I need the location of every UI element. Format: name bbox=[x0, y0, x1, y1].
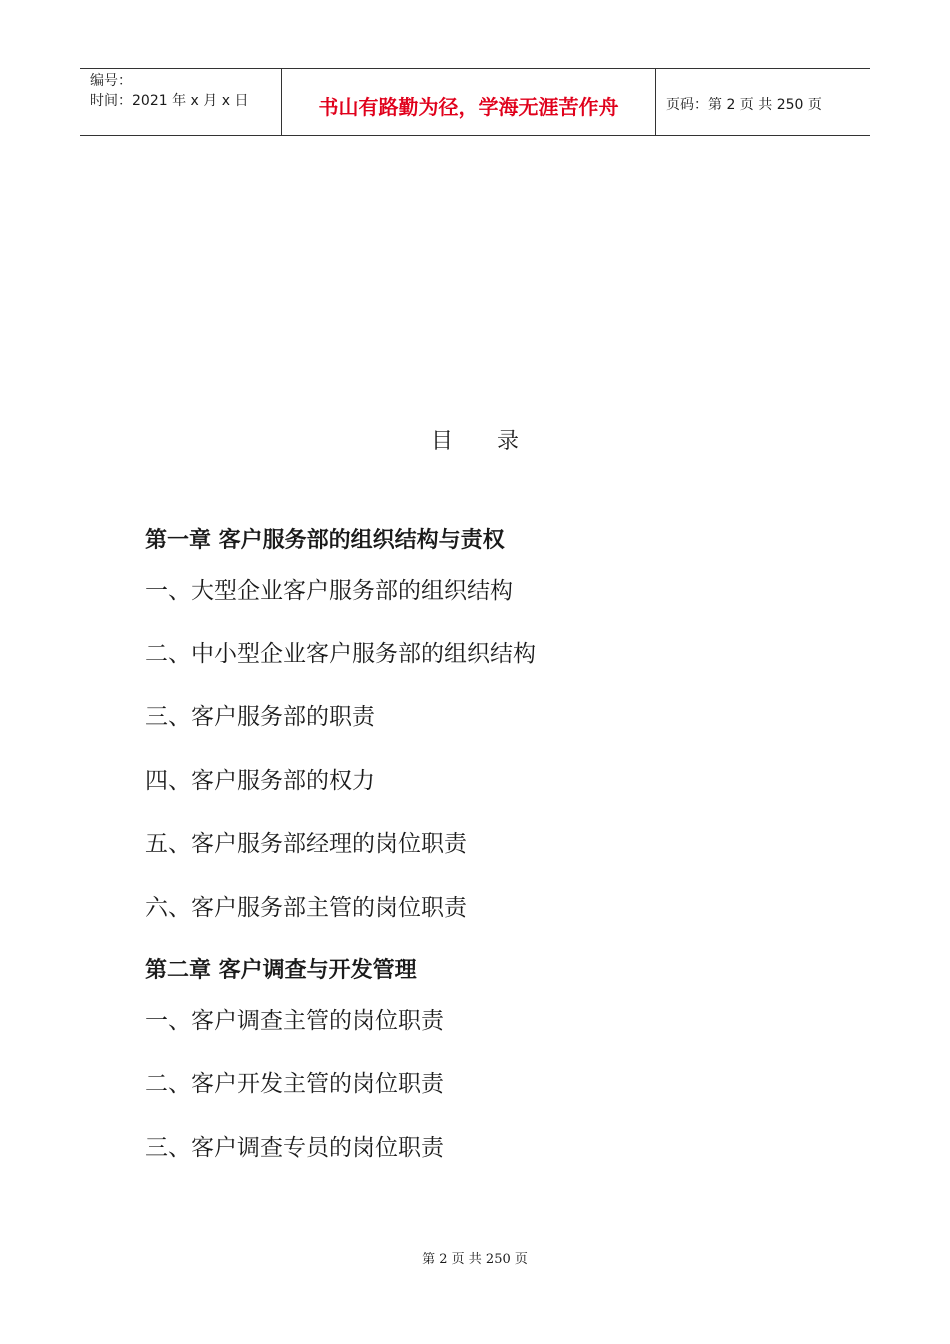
toc-item: 三、客户调查专员的岗位职责 bbox=[145, 1135, 444, 1161]
header-motto-cell bbox=[282, 69, 656, 135]
document-header bbox=[80, 68, 870, 136]
toc-item: 二、客户开发主管的岗位职责 bbox=[145, 1071, 444, 1097]
toc-title-right: 录 bbox=[497, 429, 520, 454]
page-footer: 第 2 页 共 250 页 bbox=[422, 1252, 528, 1267]
toc-item: 二、中小型企业客户服务部的组织结构 bbox=[145, 641, 536, 667]
toc-item: 三、客户服务部的职责 bbox=[145, 704, 375, 730]
toc-item: 一、大型企业客户服务部的组织结构 bbox=[145, 578, 513, 604]
header-motto: 书山有路勤为径，学海无涯苦作舟 bbox=[318, 95, 619, 119]
header-page-code: 页码：第 2 页 共 250 页 bbox=[666, 97, 822, 113]
toc-item: 四、客户服务部的权力 bbox=[145, 768, 375, 794]
toc-item: 一、客户调查主管的岗位职责 bbox=[145, 1008, 444, 1034]
document-date-label: 时间：2021 年 x 月 x 日 bbox=[90, 93, 249, 109]
toc-chapter-1: 第一章 客户服务部的组织结构与责权 bbox=[145, 528, 505, 553]
header-page-cell bbox=[656, 69, 870, 135]
toc-item: 六、客户服务部主管的岗位职责 bbox=[145, 895, 467, 921]
toc-title bbox=[0, 424, 950, 455]
toc-chapter-2: 第二章 客户调查与开发管理 bbox=[145, 958, 417, 983]
toc-title-left: 目 bbox=[430, 429, 453, 454]
header-meta-cell bbox=[80, 69, 282, 135]
document-number-label: 编号： bbox=[90, 73, 132, 89]
toc-item: 五、客户服务部经理的岗位职责 bbox=[145, 831, 467, 857]
